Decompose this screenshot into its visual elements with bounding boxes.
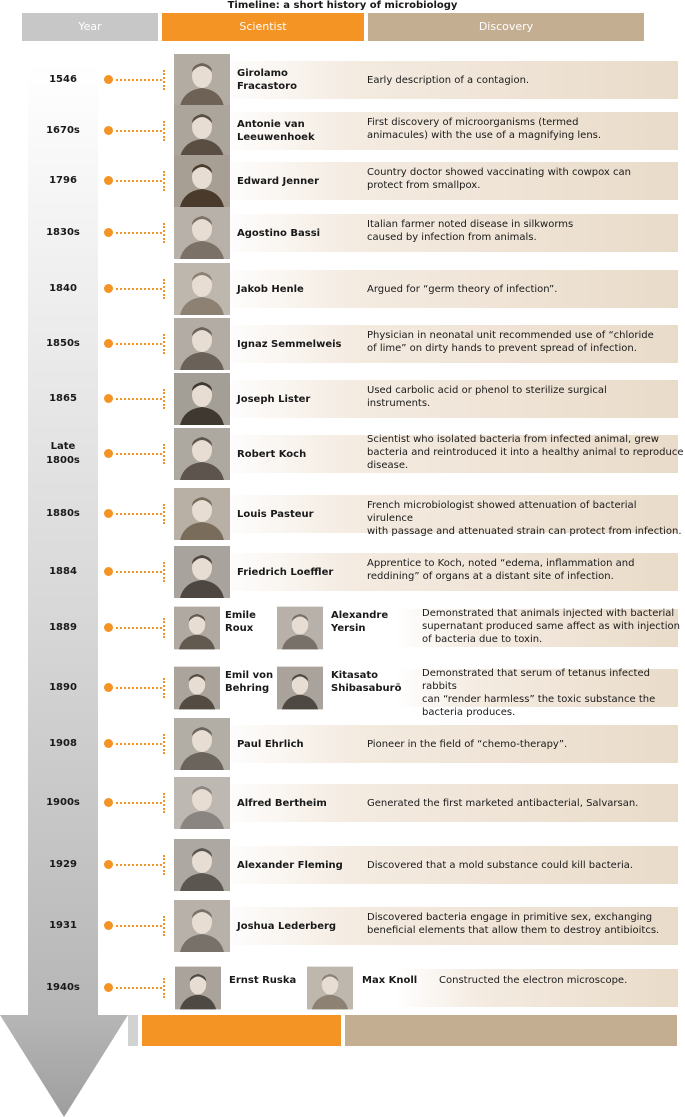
- timeline-row: [0, 373, 685, 425]
- discovery-text: Discovered bacteria engage in primitive sex, exchanging beneficial elements that allow them to destroy antibioitcs.: [367, 912, 660, 936]
- discovery-text: Demonstrated that serum of tetanus infected rabbits can “render harmless” the toxic substance the bacteria produces.: [422, 667, 656, 718]
- connector-line: [116, 687, 162, 689]
- year-label: 1546: [49, 74, 77, 85]
- connector-tick: [163, 855, 165, 875]
- connector-line: [116, 288, 162, 290]
- year-label: 1830s: [46, 227, 80, 238]
- scientist-column-header: Scientist: [162, 13, 364, 41]
- discovery-text: Early description of a contagion.: [367, 74, 530, 86]
- scientist-portrait: [174, 373, 230, 425]
- connector-tick: [163, 334, 165, 354]
- scientist-name: Joshua Lederberg: [237, 920, 337, 932]
- scientist-name: Agostino Bassi: [237, 227, 321, 239]
- discovery-text: Argued for “germ theory of infection”.: [367, 283, 558, 295]
- scientist-name: Girolamo Fracastoro: [237, 68, 297, 92]
- timeline-dot: [104, 683, 113, 692]
- timeline-dot: [104, 228, 113, 237]
- discovery-text: Constructed the electron microscope.: [439, 975, 628, 986]
- timeline-row: [0, 54, 685, 106]
- timeline-arrow-head: [0, 1015, 128, 1117]
- connector-tick: [163, 562, 165, 582]
- connector-line: [116, 802, 162, 804]
- year-label: 1889: [49, 622, 77, 633]
- timeline-dot: [104, 798, 113, 807]
- connector-tick: [163, 916, 165, 936]
- connector-tick: [163, 793, 165, 813]
- year-label: 1884: [49, 566, 77, 577]
- scientist-portrait: [174, 777, 230, 829]
- scientist-name: Alexander Fleming: [237, 859, 343, 871]
- scientist-portrait: [174, 839, 230, 891]
- year-column-header: Year: [22, 13, 158, 41]
- timeline-row: [0, 777, 685, 829]
- scientist-name: Ernst Ruska: [229, 975, 297, 986]
- timeline-row: [0, 488, 685, 540]
- footer-year-bar: [128, 1015, 138, 1046]
- connector-tick: [163, 618, 165, 638]
- discovery-text: Demonstrated that animals injected with bacterial supernatant produced same affect as with injection of bacteria due to toxin.: [422, 607, 680, 645]
- scientist-portrait: [174, 54, 230, 106]
- year-label: 1929: [49, 859, 77, 870]
- scientist-portrait: [175, 964, 221, 1012]
- timeline-row: [0, 900, 685, 952]
- timeline-row: [0, 105, 685, 157]
- scientist-name: Antonie van Leeuwenhoek: [237, 119, 315, 143]
- scientist-portrait: [174, 664, 220, 712]
- connector-line: [116, 343, 162, 345]
- scientist-name: Paul Ehrlich: [237, 738, 304, 750]
- scientist-name: Joseph Lister: [237, 393, 311, 405]
- discovery-text: Discovered that a mold substance could kill bacteria.: [367, 859, 634, 871]
- discovery-text: Country doctor showed vaccinating with cowpox can protect from smallpox.: [367, 167, 631, 191]
- scientist-name: Alexandre Yersin: [331, 610, 389, 634]
- connector-line: [116, 743, 162, 745]
- connector-line: [116, 627, 162, 629]
- scientist-portrait: [174, 207, 230, 259]
- scientist-name: Friedrich Loeffler: [237, 566, 334, 578]
- scientist-name: Emil von Behring: [225, 670, 274, 694]
- timeline-row: [0, 839, 685, 891]
- timeline-dot: [104, 176, 113, 185]
- year-label: 1940s: [46, 982, 80, 993]
- timeline-row: [0, 602, 685, 654]
- scientist-name: Kitasato Shibasaburō: [331, 670, 402, 694]
- connector-tick: [163, 734, 165, 754]
- scientist-portrait: [174, 155, 230, 207]
- scientist-portrait: [174, 604, 220, 652]
- discovery-text: First discovery of microorganisms (termed animacules) with the use of a magnifying lens.: [367, 117, 602, 141]
- timeline-dot: [104, 623, 113, 632]
- timeline-dot: [104, 860, 113, 869]
- year-label: 1908: [49, 738, 77, 749]
- scientist-portrait: [174, 428, 230, 480]
- scientist-name: Edward Jenner: [237, 175, 320, 187]
- scientist-name: Alfred Bertheim: [237, 797, 327, 809]
- discovery-text: Pioneer in the field of “chemo-therapy”.: [367, 738, 568, 750]
- footer-discovery-bar: [345, 1015, 677, 1046]
- scientist-name: Robert Koch: [237, 448, 307, 460]
- connector-line: [116, 232, 162, 234]
- timeline-dot: [104, 75, 113, 84]
- timeline-dot: [104, 921, 113, 930]
- year-label: 1670s: [46, 125, 80, 136]
- scientist-portrait: [307, 964, 353, 1012]
- connector-tick: [163, 978, 165, 998]
- scientist-portrait: [277, 664, 323, 712]
- scientist-name: Jakob Henle: [237, 283, 304, 295]
- scientist-portrait: [174, 263, 230, 315]
- timeline-dot: [104, 739, 113, 748]
- connector-tick: [163, 504, 165, 524]
- discovery-text: French microbiologist showed attenuation of bacterial virulence with passage and attenuated strain can protect from infection.: [367, 500, 682, 537]
- year-label: 1880s: [46, 508, 80, 519]
- timeline-dot: [104, 449, 113, 458]
- timeline-row: [0, 718, 685, 770]
- connector-line: [116, 925, 162, 927]
- timeline-row: [0, 546, 685, 598]
- scientist-name: Emile Roux: [225, 610, 256, 634]
- year-label: 1796: [49, 175, 77, 186]
- connector-line: [116, 79, 162, 81]
- connector-tick: [163, 279, 165, 299]
- scientist-portrait: [174, 900, 230, 952]
- connector-tick: [163, 678, 165, 698]
- timeline-dot: [104, 126, 113, 135]
- discovery-text: Generated the first marketed antibacterial, Salvarsan.: [367, 797, 639, 809]
- year-label: 1850s: [46, 338, 80, 349]
- timeline-row: [0, 207, 685, 259]
- scientist-portrait: [174, 546, 230, 598]
- discovery-text: Apprentice to Koch, noted “edema, inflammation and reddining” of organs at a distant site of infection.: [367, 558, 635, 582]
- timeline-row: [0, 263, 685, 315]
- connector-tick: [163, 389, 165, 409]
- connector-tick: [163, 121, 165, 141]
- timeline-row: [0, 662, 685, 718]
- timeline-row: [0, 318, 685, 370]
- timeline-row: [0, 155, 685, 207]
- timeline-dot: [104, 983, 113, 992]
- scientist-name: Max Knoll: [362, 975, 418, 986]
- discovery-column-header: Discovery: [368, 13, 644, 41]
- connector-tick: [163, 444, 165, 464]
- discovery-text: Scientist who isolated bacteria from infected animal, grew bacteria and reintroduced it into a healthy animal to reproduce disease.: [367, 433, 684, 471]
- year-label: 1840: [49, 283, 77, 294]
- discovery-text: Physician in neonatal unit recommended use of “chloride of lime” on dirty hands to prevent spread of infection.: [367, 330, 654, 354]
- discovery-text: Italian farmer noted disease in silkworms caused by infection from animals.: [367, 219, 574, 243]
- connector-line: [116, 398, 162, 400]
- scientist-portrait: [174, 318, 230, 370]
- timeline-dot: [104, 284, 113, 293]
- year-label: 1865: [49, 393, 77, 404]
- timeline-row: [0, 428, 685, 480]
- chart-title: Timeline: a short history of microbiology: [227, 0, 458, 11]
- connector-line: [116, 513, 162, 515]
- year-label: 1931: [49, 920, 77, 931]
- footer-scientist-bar: [142, 1015, 341, 1046]
- timeline-dot: [104, 339, 113, 348]
- scientist-name: Louis Pasteur: [237, 508, 314, 520]
- timeline-row: [0, 962, 685, 1014]
- scientist-portrait: [277, 604, 323, 652]
- connector-line: [116, 453, 162, 455]
- year-label: Late 1800s: [46, 441, 80, 466]
- connector-tick: [163, 171, 165, 191]
- timeline-dot: [104, 394, 113, 403]
- connector-tick: [163, 223, 165, 243]
- connector-line: [116, 130, 162, 132]
- year-label: 1900s: [46, 797, 80, 808]
- discovery-text: Used carbolic acid or phenol to sterilize surgical instruments.: [367, 385, 607, 409]
- scientist-name: Ignaz Semmelweis: [237, 338, 342, 350]
- year-label: 1890: [49, 682, 77, 693]
- scientist-portrait: [174, 105, 230, 157]
- scientist-portrait: [174, 718, 230, 770]
- connector-line: [116, 571, 162, 573]
- scientist-portrait: [174, 488, 230, 540]
- connector-line: [116, 987, 162, 989]
- timeline-dot: [104, 567, 113, 576]
- connector-line: [116, 180, 162, 182]
- connector-line: [116, 864, 162, 866]
- connector-tick: [163, 70, 165, 90]
- timeline-dot: [104, 509, 113, 518]
